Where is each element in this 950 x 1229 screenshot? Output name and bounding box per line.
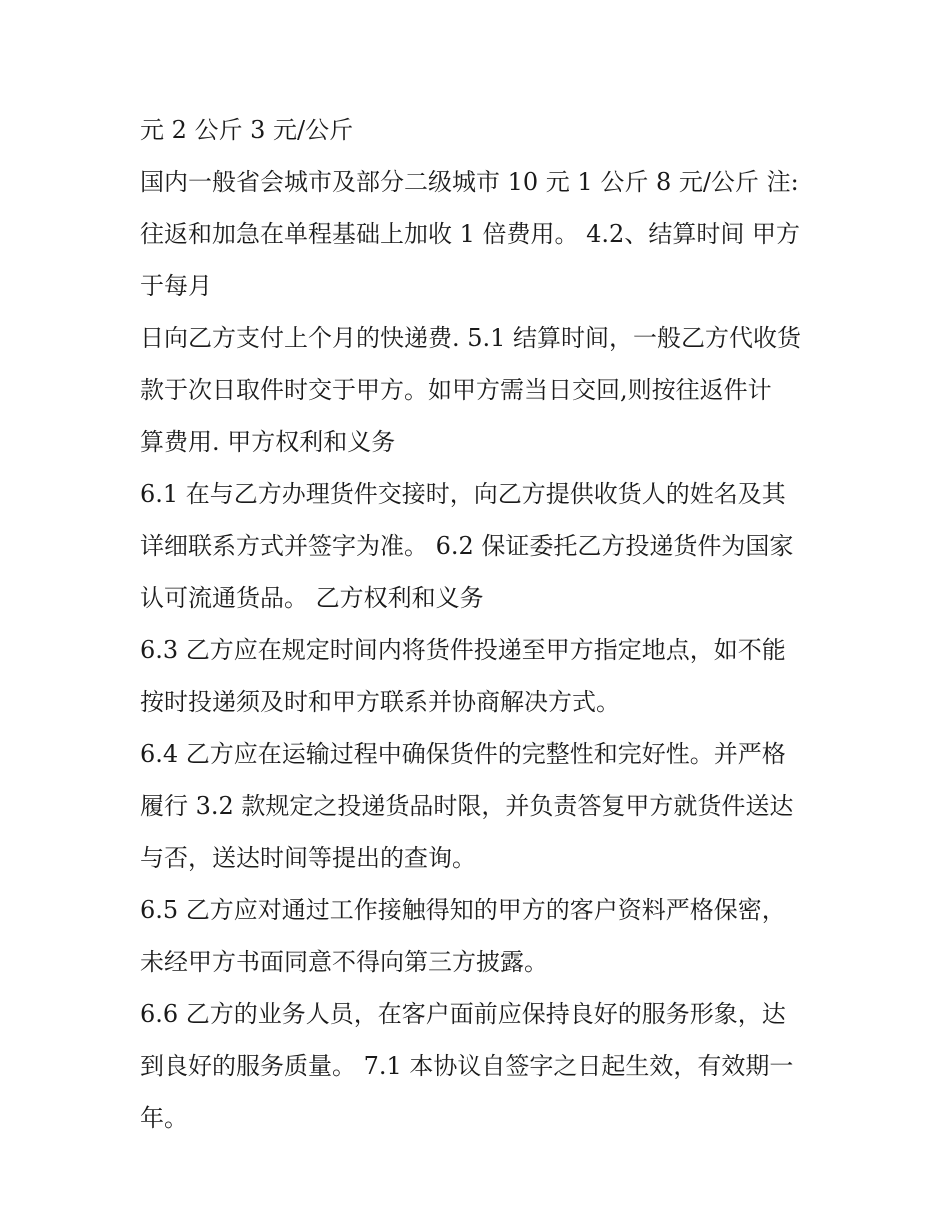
text-line: 详细联系方式并签字为准。 6.2 保证委托乙方投递货件为国家 <box>140 532 794 560</box>
text-line: 年。 <box>140 1104 188 1132</box>
text-line: 往返和加急在单程基础上加收 1 倍费用。 4.2、结算时间 甲方 <box>140 220 800 248</box>
document-body <box>140 104 810 1144</box>
text-line: 6.5 乙方应对通过工作接触得知的甲方的客户资料严格保密， <box>140 896 786 924</box>
text-line: 认可流通货品。 乙方权利和义务 <box>140 584 484 612</box>
text-line: 于每月 <box>140 272 212 300</box>
text-line: 6.1 在与乙方办理货件交接时，向乙方提供收货人的姓名及其 <box>140 480 786 508</box>
text-line: 6.3 乙方应在规定时间内将货件投递至甲方指定地点，如不能 <box>140 636 786 664</box>
text-line: 6.4 乙方应在运输过程中确保货件的完整性和完好性。并严格 <box>140 740 786 768</box>
text-line: 履行 3.2 款规定之投递货品时限，并负责答复甲方就货件送达 <box>140 792 794 820</box>
text-line: 款于次日取件时交于甲方。如甲方需当日交回,则按往返件计 <box>140 376 772 404</box>
text-line: 日向乙方支付上个月的快递费. 5.1 结算时间，一般乙方代收货 <box>140 324 802 352</box>
text-line: 元 2 公斤 3 元/公斤 <box>140 116 354 144</box>
text-line: 到良好的服务质量。 7.1 本协议自签字之日起生效，有效期一 <box>140 1052 794 1080</box>
text-line: 未经甲方书面同意不得向第三方披露。 <box>140 948 548 976</box>
text-line: 算费用. 甲方权利和义务 <box>140 428 396 456</box>
text-line: 与否，送达时间等提出的查询。 <box>140 844 476 872</box>
text-line: 国内一般省会城市及部分二级城市 10 元 1 公斤 8 元/公斤 注: <box>140 168 799 196</box>
text-line: 按时投递须及时和甲方联系并协商解决方式。 <box>140 688 620 716</box>
text-line: 6.6 乙方的业务人员，在客户面前应保持良好的服务形象，达 <box>140 1000 786 1028</box>
